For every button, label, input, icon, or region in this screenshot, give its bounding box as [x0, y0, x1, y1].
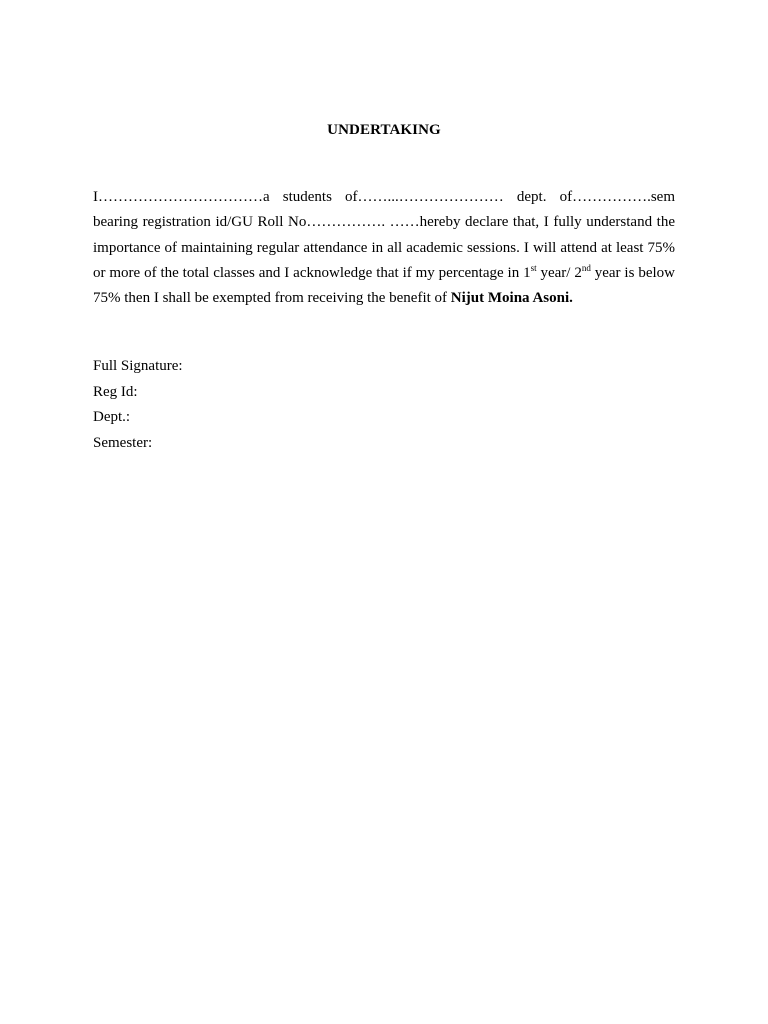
reg-id-label: Reg Id: [93, 383, 138, 400]
undertaking-paragraph [93, 185, 675, 311]
dept-label: Dept.: [93, 409, 131, 425]
signature-fields [93, 354, 183, 456]
paragraph-text-part-2: year/ 2 [536, 264, 582, 281]
second-ordinal-suffix: nd [581, 262, 591, 273]
semester-label: Semester: [93, 434, 153, 451]
scheme-name: Nijut Moina Asoni. [450, 290, 573, 307]
paragraph-text-part-3: year is below 75% then I shall be exempted from receiving the benefit of [93, 264, 675, 307]
full-signature-label: Full Signature: [93, 358, 183, 374]
first-ordinal-suffix: st [530, 262, 537, 273]
page-title: UNDERTAKING [327, 122, 441, 138]
paragraph-text-part-1: I……………………………a students of……...………………… dept. of…………….sem bearing registration id/GU Roll No……………. ……hereby declare that, I fully understand the importance of maintaining regular attendance in all academic sessions. I will attend at least 75% or more of the total classes and I acknowledge that if my percentage in 1 [93, 189, 675, 281]
